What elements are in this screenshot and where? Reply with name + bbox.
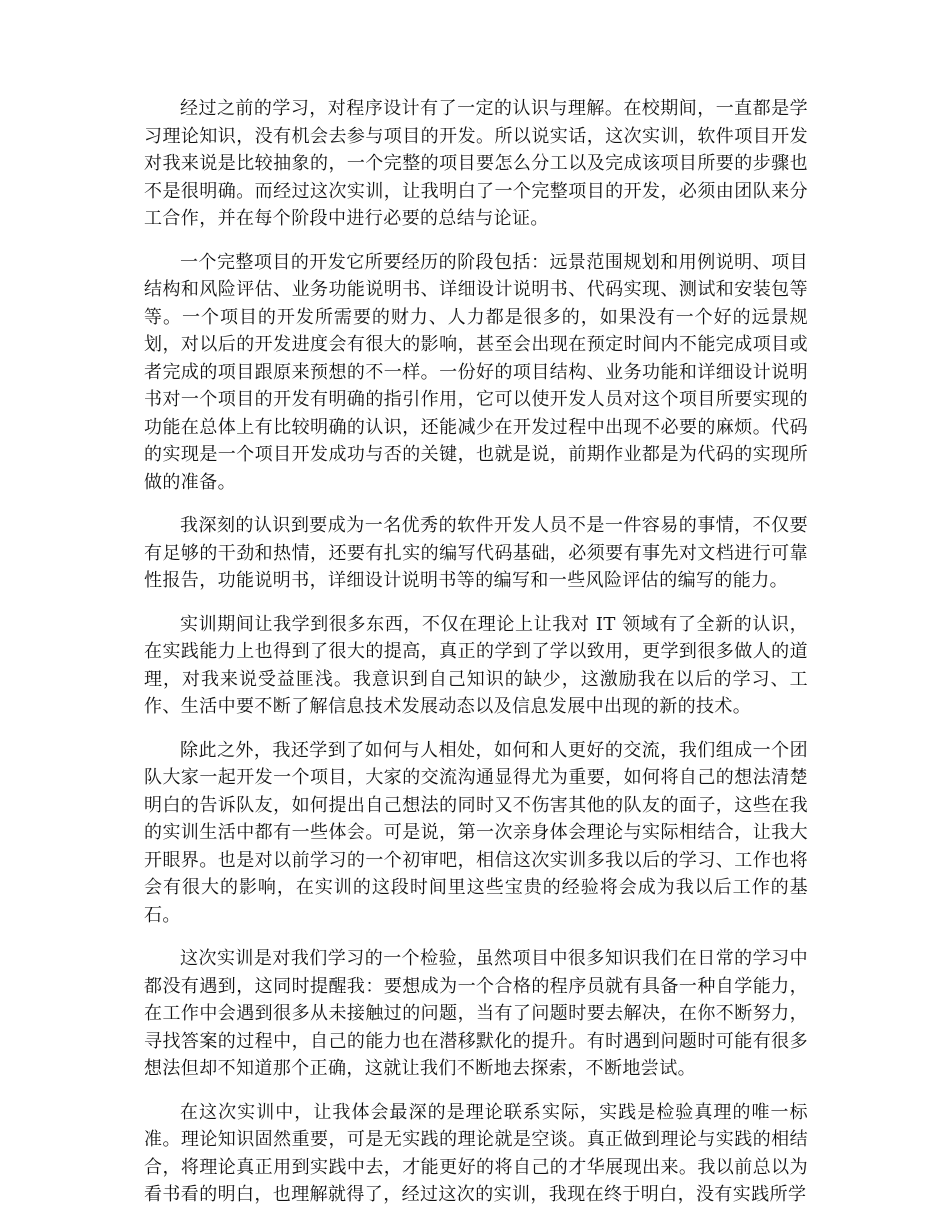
paragraph-6: 这次实训是对我们学习的一个检验，虽然项目中很多知识我们在日常的学习中都没有遇到，这同时提醒我：要想成为一个合格的程序员就有具备一种自学能力，在工作中会遇到很多从未接触过的问题，当有了问题时要去解决，在你不断努力，寻找答案的过程中，自己的能力也在潜移默化的提升。有时遇到问题时可能有很多想法但却不知道那个正确，这就让我们不断地去探索，不断地尝试。: [144, 948, 808, 1079]
paragraph-4: 实训期间让我学到很多东西，不仅在理论上让我对 IT 领域有了全新的认识，在实践能力上也得到了很大的提高，真正的学到了学以致用，更学到很多做人的道理，对我来说受益匪浅。我意识到自己知识的缺少，这激励我在以后的学习、工作、生活中要不断了解信息技术发展动态以及信息发展中出现的新的技术。: [144, 613, 808, 717]
paragraph-3: 我深刻的认识到要成为一名优秀的软件开发人员不是一件容易的事情，不仅要有足够的干劲和热情，还要有扎实的编写代码基础，必须要有事先对文档进行可靠性报告，功能说明书，详细设计说明书等的编写和一些风险评估的编写的能力。: [144, 515, 808, 591]
paragraph-2: 一个完整项目的开发它所要经历的阶段包括：远景范围规划和用例说明、项目结构和风险评估、业务功能说明书、详细设计说明书、代码实现、测试和安装包等等。一个项目的开发所需要的财力、人力都是很多的，如果没有一个好的远景规划，对以后的开发进度会有很大的影响，甚至会出现在预定时间内不能完成项目或者完成的项目跟原来预想的不一样。一份好的项目结构、业务功能和详细设计说明书对一个项目的开发有明确的指引作用，它可以使开发人员对这个项目所要实现的功能在总体上有比较明确的认识，还能减少在开发过程中出现不必要的麻烦。代码的实现是一个项目开发成功与否的关键，也就是说，前期作业都是为代码的实现所做的准备。: [144, 251, 808, 493]
paragraph-7: 在这次实训中，让我体会最深的是理论联系实际，实践是检验真理的唯一标准。理论知识固然重要，可是无实践的理论就是空谈。真正做到理论与实践的相结合，将理论真正用到实践中去，才能更好的将自己的才华展现出来。我以前总以为看书看的明白，也理解就得了，经过这次的实训，我现在终于明白，没有实践所学: [144, 1101, 808, 1205]
document-page: [144, 95, 808, 1225]
paragraph-1: 经过之前的学习，对程序设计有了一定的认识与理解。在校期间，一直都是学习理论知识，没有机会去参与项目的开发。所以说实话，这次实训，软件项目开发对我来说是比较抽象的，一个完整的项目要怎么分工以及完成该项目所要的步骤也不是很明确。而经过这次实训，让我明白了一个完整项目的开发，必须由团队来分工合作，并在每个阶段中进行必要的总结与论证。: [144, 98, 808, 229]
paragraph-5: 除此之外，我还学到了如何与人相处，如何和人更好的交流，我们组成一个团队大家一起开发一个项目，大家的交流沟通显得尤为重要，如何将自己的想法清楚明白的告诉队友，如何提出自己想法的同时又不伤害其他的队友的面子，这些在我的实训生活中都有一些体会。可是说，第一次亲身体会理论与实际相结合，让我大开眼界。也是对以前学习的一个初审吧，相信这次实训多我以后的学习、工作也将会有很大的影响，在实训的这段时间里这些宝贵的经验将会成为我以后工作的基石。: [144, 739, 808, 926]
